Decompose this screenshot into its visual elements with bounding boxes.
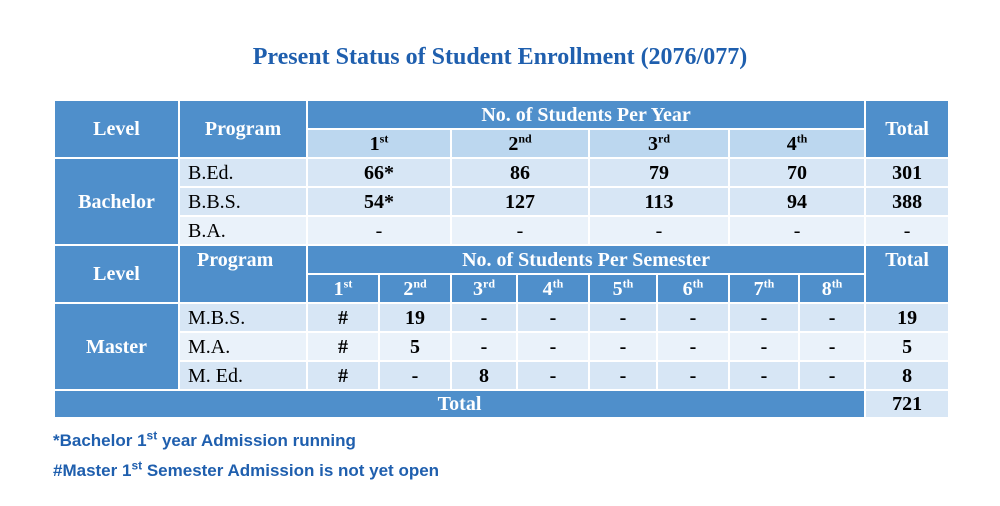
semester-header-2: 2nd [379,274,451,303]
row-total: - [865,216,949,245]
row-total: 8 [865,361,949,390]
semester-header-7: 7th [729,274,799,303]
semester-value: - [589,361,657,390]
year-value: 113 [589,187,729,216]
table-row [54,361,949,390]
semester-value: - [451,332,517,361]
year-value: 54* [307,187,451,216]
level-header: Level [54,100,179,158]
row-total: 5 [865,332,949,361]
program-name: B.Ed. [179,158,307,187]
year-value: - [451,216,589,245]
semester-value: # [307,332,379,361]
year-header-1: 1st [307,129,451,158]
program-name: B.A. [179,216,307,245]
year-value: 86 [451,158,589,187]
year-header-3: 3rd [589,129,729,158]
semester-header-5: 5th [589,274,657,303]
master-level: Master [54,303,179,390]
table-row [54,187,949,216]
semester-value: - [799,303,865,332]
semester-value: # [307,303,379,332]
semester-value: - [729,361,799,390]
semester-value: 5 [379,332,451,361]
table-row [54,216,949,245]
enrollment-table [53,99,950,419]
program-name: M.A. [179,332,307,361]
table-row [54,158,949,187]
master-header-row [54,245,949,274]
program-name: M. Ed. [179,361,307,390]
semester-value: 19 [379,303,451,332]
program-header: Program [179,100,307,158]
semester-value: - [517,303,589,332]
semester-header-6: 6th [657,274,729,303]
semester-header-3: 3rd [451,274,517,303]
row-total: 301 [865,158,949,187]
grand-total-value: 721 [865,390,949,418]
semester-value: - [517,332,589,361]
semester-value: - [657,332,729,361]
page-title: Present Status of Student Enrollment (2076/077) [252,44,748,70]
semester-header-8: 8th [799,274,865,303]
year-value: 66* [307,158,451,187]
semester-value: - [799,332,865,361]
program-header: Program [179,245,307,303]
total-header: Total [865,100,949,158]
semester-value: - [657,303,729,332]
table-row [54,332,949,361]
semester-value: - [517,361,589,390]
year-value: 79 [589,158,729,187]
program-name: M.B.S. [179,303,307,332]
year-value: 127 [451,187,589,216]
row-total: 388 [865,187,949,216]
year-header-4: 4th [729,129,865,158]
semester-value: - [729,332,799,361]
per-year-header: No. of Students Per Year [307,100,865,129]
footnote-master: #Master 1st Semester Admission is not yet open [53,458,440,480]
program-name: B.B.S. [179,187,307,216]
semester-value: - [657,361,729,390]
bachelor-level: Bachelor [54,158,179,245]
year-value: - [729,216,865,245]
year-value: 70 [729,158,865,187]
semester-value: - [729,303,799,332]
semester-value: - [589,332,657,361]
bachelor-header-row [54,100,949,129]
grand-total-label: Total [54,390,865,418]
semester-header-1: 1st [307,274,379,303]
semester-value: - [799,361,865,390]
semester-value: - [589,303,657,332]
year-value: 94 [729,187,865,216]
year-header-2: 2nd [451,129,589,158]
footnote-bachelor: *Bachelor 1st year Admission running [53,428,356,450]
total-header: Total [865,245,949,303]
year-value: - [307,216,451,245]
year-value: - [589,216,729,245]
grand-total-row [54,390,949,418]
semester-value: - [379,361,451,390]
semester-value: - [451,303,517,332]
semester-value: # [307,361,379,390]
level-header: Level [54,245,179,303]
semester-header-4: 4th [517,274,589,303]
row-total: 19 [865,303,949,332]
table-row [54,303,949,332]
per-semester-header: No. of Students Per Semester [307,245,865,274]
semester-value: 8 [451,361,517,390]
